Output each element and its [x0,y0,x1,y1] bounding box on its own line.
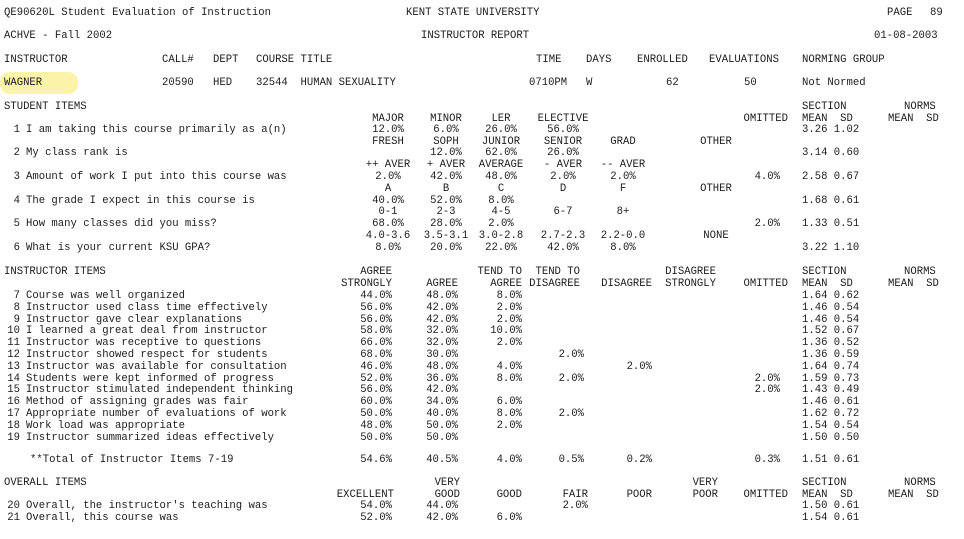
response-percentage: 2.0% [496,301,522,314]
omitted-label: OMITTED [743,489,788,501]
scale-header: GOOD [434,489,460,501]
section-label: SECTION [802,266,847,278]
student-items-title: STUDENT ITEMS [4,101,87,113]
response-percentage: 2.0% [562,500,588,512]
section-mean-sd-label: MEAN SD [802,113,853,125]
response-percentage: 44.0% [360,290,392,302]
section-mean-sd: 1.50 0.61 [802,500,860,512]
response-percentage: 58.0% [360,325,392,338]
university-name: KENT STATE UNIVERSITY [406,7,540,19]
response-option-label: -- AVER [600,159,646,171]
response-percentage: 56.0% [360,313,392,326]
response-option-label: SOPH [433,136,459,148]
report-type: INSTRUCTOR REPORT [421,30,530,42]
scale-header: DISAGREE [665,266,716,278]
response-percentage: 68.0% [372,218,404,230]
course-title: 32544 HUMAN SEXUALITY [256,77,396,89]
response-option-label: 4-5 [491,206,511,218]
response-option-label: D [559,183,567,195]
item-question: Overall, this course was [26,511,179,524]
total-omitted: 0.3% [754,454,780,466]
response-option-label: 3.5-3.1 [423,230,469,242]
scale-header: EXCELLENT [336,489,394,501]
course-days: W [586,77,593,89]
item-number: 19 [7,431,20,444]
label-enrolled: ENROLLED [637,54,688,66]
scale-header: AGREE [490,278,522,290]
response-option-label: F [619,183,627,195]
label-call: CALL# [162,54,194,66]
item-question: My class rank is [26,147,128,159]
label-instructor: INSTRUCTOR [4,54,68,66]
label-evaluations: EVALUATIONS [709,54,779,66]
section-mean-sd: 1.36 0.52 [802,337,860,350]
response-option-label: SENIOR [543,136,583,148]
scale-header: STRONGLY [665,278,716,290]
response-option-label: LER [491,113,511,125]
response-percentage: 50.0% [426,431,458,444]
item-question: Instructor was available for consultation [26,360,287,373]
omitted-label: OMITTED [743,113,788,125]
label-dept: DEPT [213,54,239,66]
response-percentage: 52.0% [360,372,392,385]
response-percentage: 46.0% [360,360,392,373]
page-label: PAGE [887,7,913,19]
scale-header: POOR [692,489,718,501]
response-option-label: + AVER [426,159,466,171]
total-percentage: 54.6% [360,454,392,466]
response-percentage: 50.0% [360,408,392,420]
response-percentage: 50.0% [426,419,458,432]
section-mean-sd: 1.68 0.61 [802,195,860,207]
response-percentage: 30.0% [426,349,458,361]
section-mean-sd: 1.62 0.72 [802,408,860,420]
response-percentage: 40.0% [372,195,404,207]
scale-header: GOOD [496,489,522,501]
total-label: **Total of Instructor Items 7-19 [30,454,234,466]
response-option-label: 2-3 [436,206,456,218]
item-question: Method of assigning grades was fair [26,396,249,409]
item-number: 21 [7,511,20,524]
label-course-title: COURSE TITLE [256,54,333,66]
section-mean-sd: 1.46 0.54 [802,301,860,314]
evaluations-count: 50 [744,77,757,89]
section-mean-sd: 3.22 1.10 [802,242,860,254]
omitted-percentage: 2.0% [754,372,780,385]
item-number: 15 [7,384,20,397]
response-percentage: 28.0% [430,218,462,230]
section-label: SECTION [802,101,847,113]
section-mean-sd: 1.52 0.67 [802,325,860,338]
response-percentage: 2.0% [496,337,522,350]
item-question: What is your current KSU GPA? [26,242,211,254]
omitted-percentage: 2.0% [754,384,780,397]
section-mean-sd: 1.59 0.73 [802,372,860,385]
item-number: 20 [7,500,20,512]
item-question: Instructor used class time effectively [26,301,268,314]
scale-header: POOR [626,489,652,501]
item-question: Appropriate number of evaluations of work [26,408,287,420]
response-percentage: 2.0% [496,419,522,432]
report-date: 01-08-2003 [874,30,938,42]
response-option-label: OTHER [700,183,732,195]
item-number: 18 [7,419,20,432]
response-option-label: FRESH [372,136,404,148]
response-percentage: 20.0% [430,242,462,254]
response-percentage: 54.0% [360,500,392,512]
response-percentage: 2.0% [610,171,636,183]
item-number: 17 [7,408,20,420]
response-percentage: 48.0% [426,290,458,302]
response-option-label: - AVER [543,159,583,171]
norms-mean-sd-label: MEAN SD [888,278,939,290]
item-number: 2 [13,147,20,159]
item-question: I learned a great deal from instructor [26,325,268,338]
scale-header: DISAGREE [529,278,580,290]
item-question: Instructor gave clear explanations [26,313,243,326]
item-number: 11 [7,337,20,350]
response-percentage: 8.0% [496,372,522,385]
response-option-label: 8+ [616,206,630,218]
response-option-label: MAJOR [372,113,404,125]
response-option-label: 2.7-2.3 [540,230,586,242]
dept-code: HED [213,77,233,89]
response-percentage: 36.0% [426,372,458,385]
omitted-percentage: 2.0% [754,218,780,230]
page-number: 89 [930,7,943,19]
response-percentage: 42.0% [430,171,462,183]
section-mean-sd: 1.54 0.54 [802,419,860,432]
item-question: I am taking this course primarily as a(n) [26,124,287,136]
item-number: 8 [13,301,20,314]
term: ACHVE - Fall 2002 [4,30,113,42]
label-norming-group: NORMING GROUP [802,54,885,66]
total-percentage: 40.5% [426,454,458,466]
response-percentage: 32.0% [426,325,458,338]
response-percentage: 8.0% [496,408,522,420]
response-percentage: 52.0% [430,195,462,207]
response-percentage: 42.0% [426,301,458,314]
response-percentage: 6.0% [433,124,459,136]
response-percentage: 42.0% [426,313,458,326]
response-percentage: 32.0% [426,337,458,350]
item-question: Instructor stimulated independent thinking [26,384,294,397]
item-number: 7 [13,290,20,302]
norms-mean-sd-label: MEAN SD [888,489,939,501]
response-percentage: 2.0% [626,360,652,373]
section-mean-sd: 1.64 0.62 [802,290,860,302]
scale-header: TEND TO [477,266,522,278]
response-percentage: 56.0% [360,384,392,397]
response-percentage: 8.0% [375,242,401,254]
response-option-label: GRAD [610,136,636,148]
norms-label: NORMS [904,477,936,489]
label-time: TIME [536,54,562,66]
section-mean-sd: 1.46 0.54 [802,313,860,326]
item-question: Amount of work I put into this course was [26,171,287,183]
response-percentage: 2.0% [550,171,576,183]
response-percentage: 22.0% [485,242,517,254]
response-percentage: 8.0% [488,195,514,207]
response-percentage: 26.0% [547,147,579,159]
instructor-items-title: INSTRUCTOR ITEMS [4,266,106,278]
section-mean-sd: 3.26 1.02 [802,124,860,136]
overall-items-title: OVERALL ITEMS [4,477,87,489]
response-percentage: 52.0% [360,511,392,524]
response-percentage: 2.0% [558,408,584,420]
norms-label: NORMS [904,266,936,278]
response-percentage: 10.0% [490,325,522,338]
norming-group: Not Normed [802,77,866,89]
scale-header: DISAGREE [601,278,652,290]
response-percentage: 44.0% [426,500,458,512]
course-time: 0710PM [529,77,568,89]
item-number: 10 [7,325,20,338]
response-percentage: 60.0% [360,396,392,409]
response-option-label: A [384,183,392,195]
response-percentage: 42.0% [547,242,579,254]
item-number: 12 [7,349,20,361]
scale-header: AGREE [426,278,458,290]
response-percentage: 26.0% [485,124,517,136]
response-option-label: ++ AVER [365,159,411,171]
item-question: Work load was appropriate [26,419,185,432]
scale-header: VERY [692,477,718,489]
section-mean-sd: 1.50 0.50 [802,431,860,444]
response-percentage: 8.0% [610,242,636,254]
response-percentage: 56.0% [360,301,392,314]
scale-header: FAIR [562,489,588,501]
section-mean-sd: 1.43 0.49 [802,384,860,397]
omitted-percentage: 4.0% [754,171,780,183]
item-question: The grade I expect in this course is [26,195,255,207]
section-label: SECTION [802,477,847,489]
response-option-label: JUNIOR [481,136,521,148]
section-mean-sd: 1.36 0.59 [802,349,860,361]
response-option-label: MINOR [430,113,462,125]
item-question: Course was well organized [26,290,185,302]
item-question: Instructor summarized ideas effectively [26,431,274,444]
section-mean-sd: 1.33 0.51 [802,218,860,230]
section-mean-sd: 3.14 0.60 [802,147,860,159]
response-percentage: 40.0% [426,408,458,420]
response-percentage: 2.0% [558,372,584,385]
scale-header: TEND TO [535,266,580,278]
enrolled-count: 62 [666,77,679,89]
section-mean-sd: 1.54 0.61 [802,511,860,524]
response-option-label: B [442,183,450,195]
norms-mean-sd-label: MEAN SD [888,113,939,125]
item-number: 13 [7,360,20,373]
total-percentage: 0.2% [626,454,652,466]
section-mean-sd-label: MEAN SD [802,278,853,290]
response-option-label: 3.0-2.8 [478,230,524,242]
total-mean-sd: 1.51 0.61 [802,454,860,466]
label-days: DAYS [586,54,612,66]
response-option-label: 2.2-0.0 [600,230,646,242]
response-percentage: 34.0% [426,396,458,409]
response-percentage: 2.0% [496,313,522,326]
response-percentage: 2.0% [558,349,584,361]
item-question: Instructor was receptive to questions [26,337,262,350]
response-percentage: 48.0% [485,171,517,183]
total-percentage: 4.0% [496,454,522,466]
item-number: 3 [13,171,20,183]
total-percentage: 0.5% [558,454,584,466]
scale-header: VERY [434,477,460,489]
response-option-label: AVERAGE [478,159,524,171]
item-number: 14 [7,372,20,385]
item-number: 5 [13,218,20,230]
norms-label: NORMS [904,101,936,113]
response-percentage: 48.0% [360,419,392,432]
omitted-label: OMITTED [743,278,788,290]
response-percentage: 12.0% [430,147,462,159]
item-question: Students were kept informed of progress [26,372,274,385]
item-number: 16 [7,396,20,409]
section-mean-sd: 1.46 0.61 [802,396,860,409]
section-mean-sd: 2.58 0.67 [802,171,860,183]
response-option-label: NONE [703,230,729,242]
item-number: 1 [13,124,20,136]
response-percentage: 12.0% [372,124,404,136]
item-number: 4 [13,195,20,207]
item-number: 6 [13,242,20,254]
response-percentage: 2.0% [375,171,401,183]
response-option-label: C [497,183,505,195]
response-percentage: 6.0% [496,511,522,524]
item-question: Instructor showed respect for students [26,349,268,361]
response-percentage: 62.0% [485,147,517,159]
response-percentage: 4.0% [496,360,522,373]
item-question: How many classes did you miss? [26,218,217,230]
scale-header: STRONGLY [341,278,392,290]
response-percentage: 42.0% [426,384,458,397]
instructor-name: WAGNER [4,77,43,89]
response-percentage: 66.0% [360,337,392,350]
item-number: 9 [13,313,20,326]
response-percentage: 2.0% [488,218,514,230]
response-option-label: 6-7 [553,206,573,218]
section-mean-sd: 1.64 0.74 [802,360,860,373]
response-percentage: 42.0% [426,511,458,524]
response-percentage: 56.0% [547,124,579,136]
section-mean-sd-label: MEAN SD [802,489,853,501]
response-percentage: 8.0% [496,290,522,302]
response-percentage: 50.0% [360,431,392,444]
call-number: 20590 [162,77,194,89]
response-percentage: 6.0% [496,396,522,409]
item-question: Overall, the instructor's teaching was [26,500,268,512]
form-id: QE90620L Student Evaluation of Instruction [4,7,272,19]
response-percentage: 68.0% [360,349,392,361]
scale-header: AGREE [360,266,392,278]
response-option-label: 4.0-3.6 [365,230,411,242]
response-option-label: OTHER [700,136,732,148]
response-option-label: ELECTIVE [537,113,589,125]
response-percentage: 48.0% [426,360,458,373]
response-option-label: 0-1 [378,206,398,218]
